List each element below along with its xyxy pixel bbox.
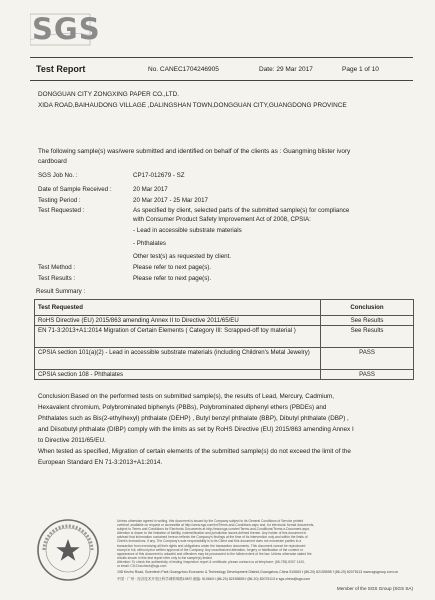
period-value: 20 Mar 2017 - 25 Mar 2017 [133,197,208,204]
row-conclusion: See Results [321,326,414,348]
results-value: Please refer to next page(s). [133,275,212,282]
results-label: Test Results : [38,275,76,282]
fine-line: except in full, without prior written approval of the Company. Any unauthorized alteration, forgery or falsification of the content or [117,547,303,552]
report-date: Date: 29 Mar 2017 [259,66,313,73]
table-row [35,326,414,348]
row-conclusion: See Results [321,316,414,326]
page-number: Page 1 of 10 [342,66,379,73]
row-test: RoHS Directive (EU) 2015/863 amending Annex II to Directive 2011/65/EU [35,316,321,326]
header-rule-top [30,57,413,58]
row-test: EN 71-3:2013+A1:2014 Migration of Certain Elements ( Category III: Scrapped-off toy material ) [35,326,321,348]
table-row [35,348,414,370]
row-test: CPSIA section 101(a)(2) - Lead in accessible substrate materials (including Children's Metal Jewelry) [35,348,321,370]
footer-address-en: 198 Kezhu Road, Scientech Park Guangzhou Economic & Technology Development District,Guangzhou,China 510663 t (86-20) 82155555 f (86-20) 82075113 www.sgsgroup.com.cn [117,570,399,574]
footer-address-cn: 中国 · 广州 · 经济技术开发区科学城科珠路198号 邮编: 510663 t (86-20) 82155555 f (86-20) 82075113 e sgs.china@sgs.com [117,577,311,581]
conclusion-line-3: Phthalates such as Bis(2-ethylhexyl) phthalate (DEHP) , Butyl benzyl phthalate (BBP), Dibutyl phthalate (DBP) , [38,415,349,422]
requested-value-2: with Consumer Product Safety Improvement Act of 2008, CPSIA: [133,216,311,223]
member-of-sgs-group: Member of the SGS Group (SGS SA) [336,586,413,591]
table-row [35,316,414,326]
requested-label: Test Requested : [38,207,85,214]
method-value: Please refer to next page(s). [133,264,212,271]
summary-label: Result Summary : [36,288,86,295]
intro-line-1: The following sample(s) was/were submitted and identified on behalf of the clients as : Guangming blister ivory [38,148,351,155]
report-title: Test Report [36,64,86,74]
terms-fine-print [117,519,413,568]
period-label: Testing Period : [38,197,81,204]
report-number: No. CANEC1704246905 [148,66,219,73]
logo-text: SGS [32,12,101,46]
client-address: XIDA ROAD,BAIHAUDONG VILLAGE ,DALINGSHAN TOWN,DONGGUAN CITY,GUANGDONG PROVINCE [38,102,347,109]
row-conclusion: PASS [321,370,414,380]
requested-value-1: As specified by client, selected parts of the submitted sample(s) for compliance [133,207,350,214]
conclusion-line-4: and Diisobutyl phthalate (DIBP) comply with the limits as set by RoHS Directive (EU) 2015/863 amending Annex I [38,426,354,433]
fine-line: transaction from exercising all their rights and obligations under the transaction documents. This document cannot be reproduced [117,543,306,548]
client-name: DONGGUAN CITY ZONGXING PAPER CO.,LTD. [38,91,179,98]
conclusion-line-1: Conclusion:Based on the performed tests on submitted sample(s), the results of Lead, Mercury, Cadmium, [38,393,334,400]
row-test: CPSIA section 108 - Phthalates [35,370,321,380]
job-label: SGS Job No. : [38,172,78,179]
conclusion-line-2: Hexavalent chromium, Polybrominated biphenyls (PBBs), Polybrominated diphenyl ethers (PBDEs) and [38,404,327,411]
row-conclusion: PASS [321,348,414,370]
header-rule-bottom [30,80,413,81]
conclusion-line-5: to Directive 2011/65/EU. [38,437,106,444]
fine-line: Unless otherwise agreed in writing, this document is issued by the Company subject to its General Conditions of Service printed [117,519,304,523]
table-row [35,370,414,380]
method-label: Test Method : [38,264,76,271]
column-header-test: Test Requested [35,300,321,316]
sgs-logo [30,10,101,50]
job-value: CP17-012679 - SZ [133,172,185,179]
requested-item-lead: - Lead in accessible substrate materials [133,227,242,234]
requested-other: Other test(s) as requested by client. [133,253,232,260]
fine-line: overleaf, available on request or accessible at http://www.sgs.com/en/Terms-and-Conditions.aspx and, for electronic format documents, [117,523,315,528]
column-header-conclusion: Conclusion [321,300,414,316]
fine-line: or email: CN.Doccheck@sgs.com [117,564,167,569]
official-seal-stamp [36,518,100,582]
fine-line: advised that information contained hereon reflects the Company's findings at the time of its intervention only and within the limits of [117,535,308,540]
conclusion-line-6: When tested as specified, Migration of certain elements of the submitted sample(s) do not exceed the limit of the [38,448,351,455]
fine-line: Attention is drawn to the limitation of liability, indemnification and jurisdiction issues defined therein. Any holder of this document is [117,531,307,536]
fine-line: subject to Terms and Conditions for Electronic Documents at http://www.sgs.com/en/Terms-and-Conditions/Terms-e-Document.aspx. [117,527,311,532]
table-header-row [35,300,414,316]
result-summary-table [34,299,414,380]
received-label: Date of Sample Received : [38,186,112,193]
intro-line-2: cardboard [38,158,67,165]
requested-item-phthalates: - Phthalates [133,240,167,247]
conclusion-line-7: European Standard EN 71-3:2013+A1:2014. [38,459,163,466]
fine-line: appearance of this document is unlawful and offenders may be prosecuted to the fullest extent of the law. Unless otherwise stated the [117,551,312,556]
received-value: 20 Mar 2017 [133,186,168,193]
fine-line: Client's instructions, if any. The Company's sole responsibility is to its Client and this document does not exonerate parties to a [117,539,302,544]
fine-line: results shown in this test report refer only to the sample(s) tested. [117,555,213,560]
fine-line: Attention: To check the authenticity of testing /inspection report & certificate, please contact us at telephone: (86-755) 8307 1443, [117,559,305,564]
